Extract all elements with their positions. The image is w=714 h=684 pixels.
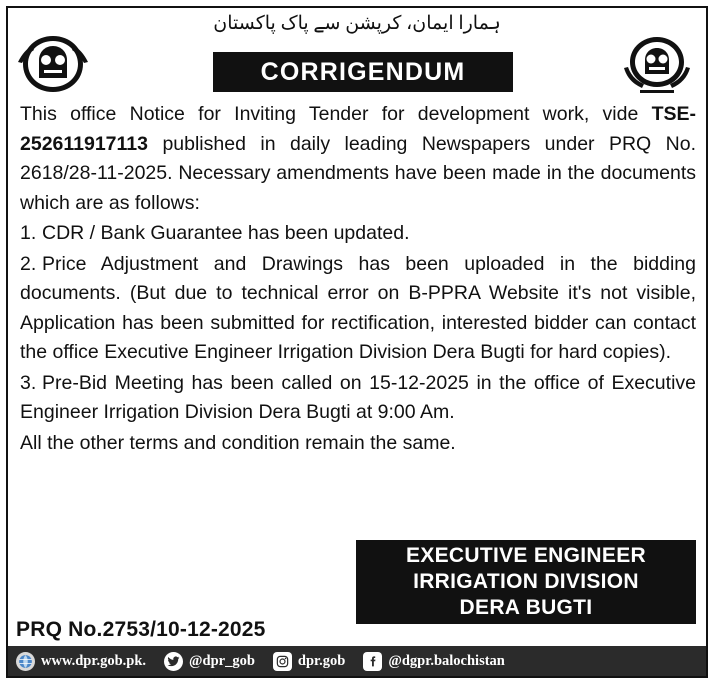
footer-instagram[interactable] [273, 652, 345, 671]
notice-item-2 [20, 250, 696, 368]
notice-body [20, 100, 696, 459]
notice-item-1-text: CDR / Bank Guarantee has been updated. [42, 222, 410, 244]
footer-facebook[interactable] [363, 652, 505, 671]
footer-website[interactable] [16, 652, 146, 671]
signature-line-1: EXECUTIVE ENGINEER [406, 544, 646, 567]
tender-reference: TSE-252611917113 [20, 103, 696, 155]
globe-icon [16, 652, 35, 671]
signature-line-3: DERA BUGTI [459, 596, 593, 619]
footer-facebook-label: @dgpr.balochistan [388, 652, 505, 669]
urdu-tagline: ہمارا ایمان، کرپشن سے پاک پاکستان [213, 13, 501, 34]
signature-block [356, 540, 696, 624]
notice-item-3-text: Pre-Bid Meeting has been called on 15-12-2025 in the office of Executive Engineer Irrigation Division Dera Bugti at 9:00 Am. [20, 371, 696, 423]
notice-closing: All the other terms and condition remain the same. [20, 431, 456, 454]
footer-twitter-label: @dpr_gob [189, 652, 255, 669]
facebook-icon [363, 652, 382, 671]
notice-item-2-number: 2. [20, 252, 37, 275]
notice-item-1 [20, 219, 696, 249]
footer-twitter[interactable] [164, 652, 255, 671]
government-emblem-right [620, 34, 694, 96]
footer-instagram-label: dpr.gob [297, 652, 346, 669]
government-emblem-left [16, 34, 90, 96]
notice-para1-after: published in daily leading Newspapers under PRQ No. 2618/28-11-2025. Necessary amendments have been made in the documents which are as follows: [20, 132, 696, 214]
prq-reference: PRQ No.2753/10-12-2025 [16, 618, 266, 641]
signature-line-2: IRRIGATION DIVISION [413, 570, 639, 593]
footer-bar [8, 646, 706, 676]
page-title: CORRIGENDUM [213, 52, 513, 92]
document-header [8, 8, 706, 96]
notice-para1-before: This office Notice for Inviting Tender for development work, vide [20, 103, 639, 125]
notice-item-3-number: 3. [20, 371, 37, 394]
notice-item-1-number: 1. [20, 222, 37, 244]
notice-item-3 [20, 369, 696, 428]
notice-paragraph-1 [20, 100, 696, 218]
twitter-icon [164, 652, 183, 671]
notice-item-2-text: Price Adjustment and Drawings has been uploaded in the bidding documents. (But due to technical error on B-PPRA Website it's not visible, Application has been submitted for rectification, interested bidder can contact the office Executive Engineer Irrigation Division Dera Bugti for hard copies). [20, 252, 696, 363]
footer-website-label: www.dpr.gob.pk. [41, 652, 147, 669]
instagram-icon [273, 652, 292, 671]
